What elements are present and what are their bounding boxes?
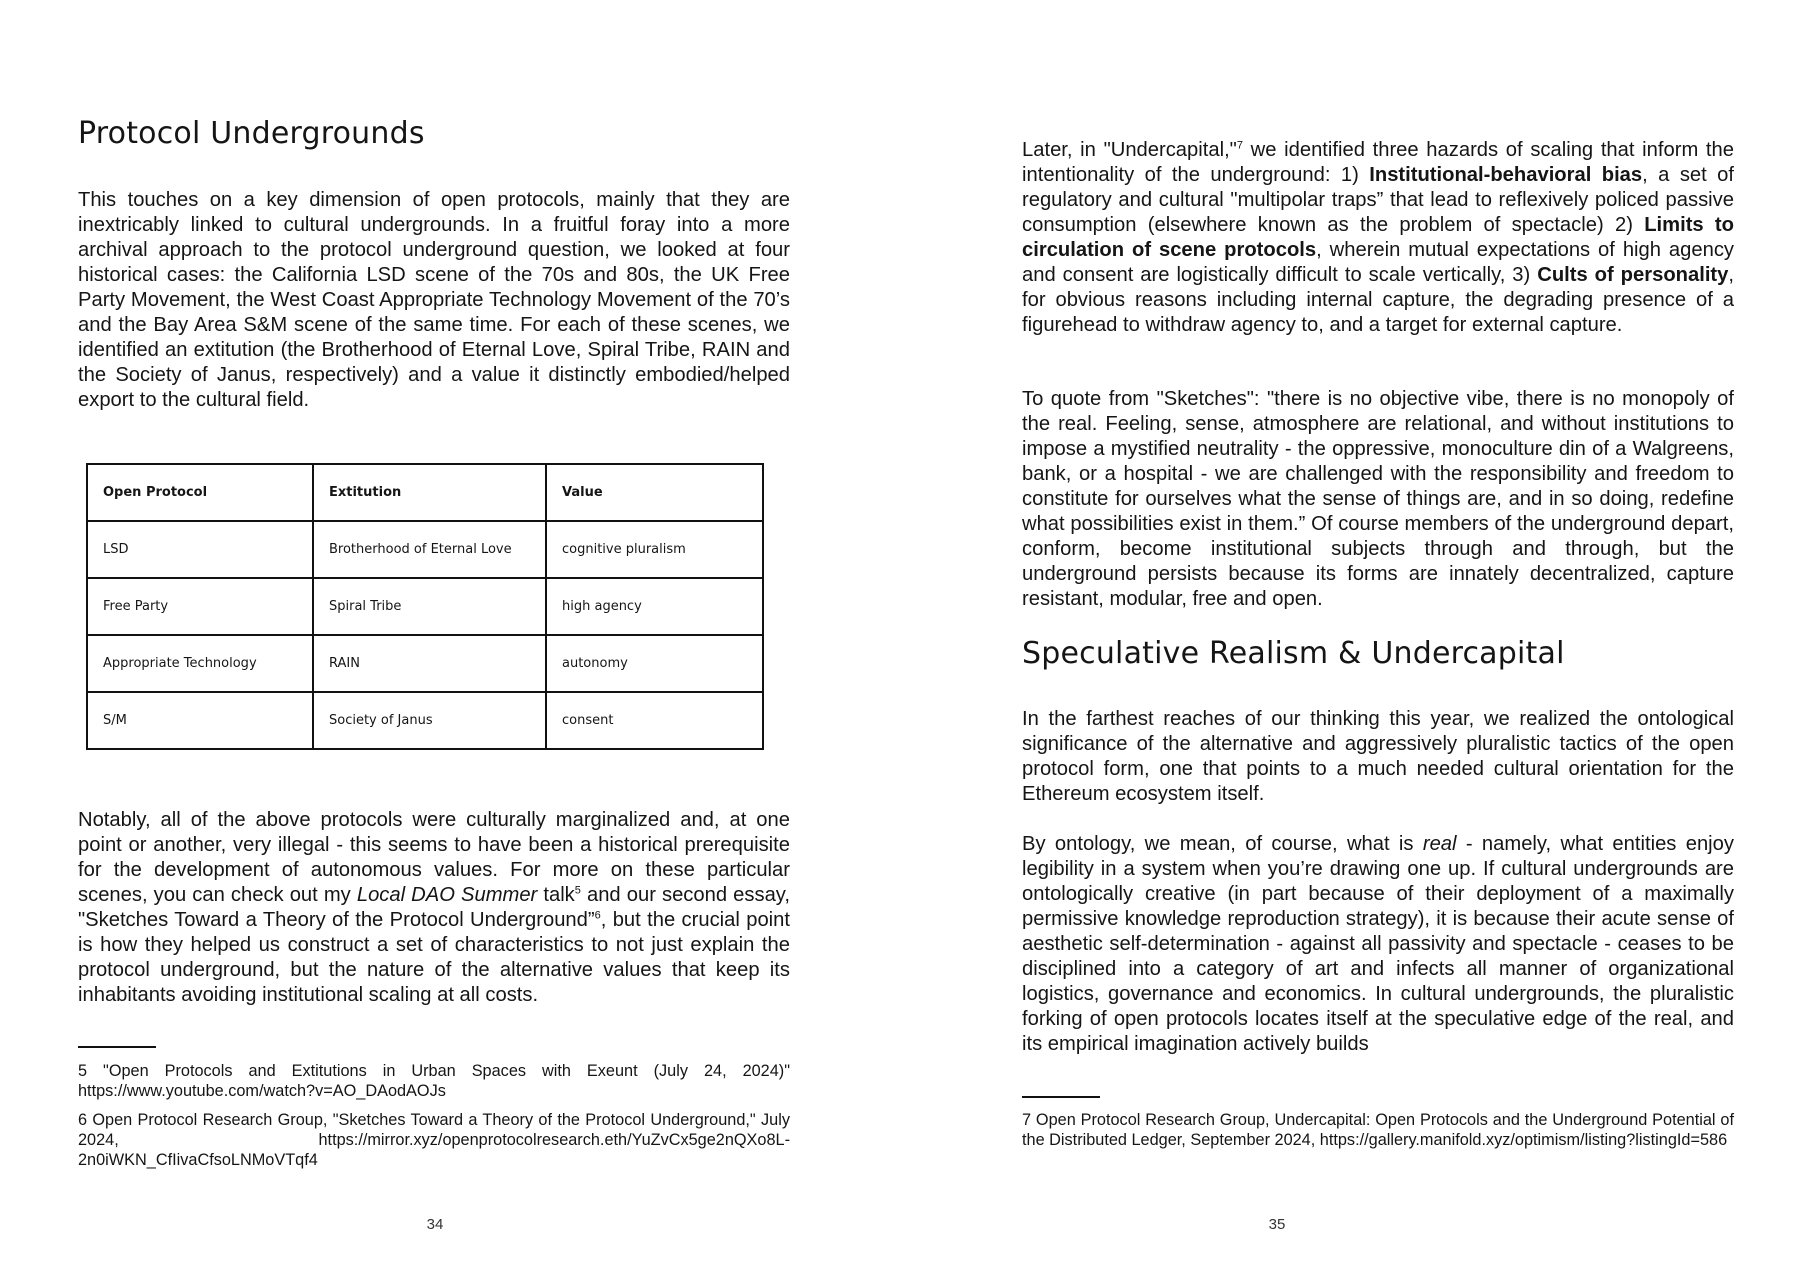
table-cell: consent <box>546 692 763 749</box>
right-footnotes <box>1022 1110 1734 1150</box>
table-header-row <box>87 464 763 521</box>
left-para-2-wrap <box>78 808 790 1008</box>
footnote-divider <box>78 1046 156 1048</box>
section-heading-protocol-undergrounds: Protocol Undergrounds <box>78 116 425 151</box>
table-row <box>87 635 763 692</box>
right-para-2-wrap <box>1022 387 1734 612</box>
text-run: and our second essay, "Sketches Toward a Theory of the Protocol Underground” <box>78 884 791 931</box>
text-run: , wherein mutual expectations of high agency and consent are logistically difficult to scale vertically, 3) <box>1022 239 1735 286</box>
right-heading-wrap <box>1022 636 1734 671</box>
protocol-table <box>86 463 764 750</box>
table-cell: autonomy <box>546 635 763 692</box>
table-row <box>87 521 763 578</box>
right-page <box>900 0 1800 1277</box>
table-header-cell: Extitution <box>313 464 546 521</box>
footnote-ref-7: 7 <box>1236 139 1243 152</box>
table-row <box>87 692 763 749</box>
right-paragraph-4 <box>1022 832 1734 1057</box>
text-run: , for obvious reasons including internal capture, the degrading presence of a figurehead to withdraw agency to, and a target for external capture. <box>1022 264 1734 336</box>
footnote-6: 6 Open Protocol Research Group, "Sketches Toward a Theory of the Protocol Underground," July 2024, https://mirror.xyz/openprotocolresearch.eth/YuZvCx5ge2nQXo8L-2n0iWKN_CfIivaCfsoLNMoVTqf4 <box>78 1111 790 1169</box>
left-paragraph-2 <box>78 808 790 1008</box>
table-cell: Society of Janus <box>313 692 546 749</box>
right-paragraph-2: To quote from "Sketches": "there is no objective vibe, there is no monopoly of the real. Feeling, sense, atmosphere are relational, and without institutions to impose a mystified neutrality - the oppressive, monoculture din of a Walgreens, bank, or a hospital - we are challenged with the responsibility and freedom to constitute for ourselves what the sense of things are, and in so doing, redefine what possibilities exist in them.” Of course members of the underground depart, conform, become institutional subjects through and through, but the underground persists because its forms are innately decentralized, capture resistant, modular, free and open. <box>1022 388 1734 610</box>
table-cell: S/M <box>87 692 313 749</box>
footnote-7: 7 Open Protocol Research Group, Undercapital: Open Protocols and the Underground Potential of the Distributed Ledger, September 2024, https://gallery.manifold.xyz/optimism/listing?listingId=586 <box>1022 1111 1734 1149</box>
table-cell: LSD <box>87 521 313 578</box>
footnote-ref-5: 5 <box>574 884 581 897</box>
text-run: , but the crucial point is how they helped us construct a set of characteristics to not just explain the protocol underground, but the nature of the alternative values that keep its inhabitants avoiding institutional scaling at all costs. <box>78 909 790 1006</box>
table-cell: cognitive pluralism <box>546 521 763 578</box>
table-header-cell: Value <box>546 464 763 521</box>
section-heading-speculative-realism: Speculative Realism & Undercapital <box>1022 636 1565 671</box>
text-run: By ontology, we mean, of course, what is <box>1022 833 1423 855</box>
table-cell: high agency <box>546 578 763 635</box>
left-para-1-wrap <box>78 188 790 413</box>
left-footnotes <box>78 1061 790 1170</box>
left-heading-wrap <box>78 116 790 151</box>
right-paragraph-1 <box>1022 138 1734 338</box>
table-cell: Brotherhood of Eternal Love <box>313 521 546 578</box>
right-para-1-wrap <box>1022 138 1734 338</box>
footnote-ref-6: 6 <box>594 909 601 922</box>
table-cell: Appropriate Technology <box>87 635 313 692</box>
text-run: we identified three hazards of scaling that inform the intentionality of the underground: 1) <box>1022 139 1734 186</box>
hazard-1-bold: Institutional-behavioral bias <box>1369 164 1643 186</box>
page-number: 34 <box>426 1216 444 1233</box>
right-paragraph-3: In the farthest reaches of our thinking this year, we realized the ontological significance of the alternative and aggressively pluralistic tactics of the open protocol form, one that points to a much needed cultural orientation for the Ethereum ecosystem itself. <box>1022 708 1734 805</box>
table-cell: RAIN <box>313 635 546 692</box>
talk-title-italic: Local DAO Summer <box>356 884 538 906</box>
footnote-5: 5 "Open Protocols and Extitutions in Urban Spaces with Exeunt (July 24, 2024)" https://www.youtube.com/watch?v=AO_DAodAOJs <box>78 1062 790 1100</box>
text-run: Later, in "Undercapital," <box>1022 139 1237 161</box>
text-run: Notably, all of the above protocols were culturally marginalized and, at one point or another, very illegal - this seems to have been a historical prerequisite for the development of autonomous values. For more on these particular scenes, you can check out my <box>78 809 790 906</box>
table-cell: Free Party <box>87 578 313 635</box>
hazard-2-bold: Limits to circulation of scene protocols <box>1022 214 1734 261</box>
left-paragraph-1: This touches on a key dimension of open protocols, mainly that they are inextricably linked to cultural undergrounds. In a fruitful foray into a more archival approach to the protocol underground question, we looked at four historical cases: the California LSD scene of the 70s and 80s, the UK Free Party Movement, the West Coast Appropriate Technology Movement of the 70’s and the Bay Area S&M scene of the same time. For each of these scenes, we identified an extitution (the Brotherhood of Eternal Love, Spiral Tribe, RAIN and the Society of Janus, respectively) and a value it distinctly embodied/helped export to the cultural field. <box>78 189 790 411</box>
page-number: 35 <box>1268 1216 1286 1233</box>
footnote-divider <box>1022 1096 1100 1098</box>
table-row <box>87 578 763 635</box>
right-para-4-wrap <box>1022 832 1734 1057</box>
table-header-cell: Open Protocol <box>87 464 313 521</box>
text-run: - namely, what entities enjoy legibility in a system when you’re drawing one up. If cultural undergrounds are ontologically creative (in part because of their deployment of a maximally permissive knowledge reproduction strategy), it is because their acute sense of aesthetic self-determination - against all passivity and spectacle - ceases to be disciplined into a category of art and infects all manner of organizational logistics, governance and economics. In cultural undergrounds, the pluralistic forking of open protocols locates itself at the speculative edge of the real, and its empirical imagination actively builds <box>1022 833 1734 1055</box>
text-run: , a set of regulatory and cultural "multipolar traps” that lead to reflexively policed passive consumption (elsewhere known as the problem of spectacle) 2) <box>1022 164 1735 236</box>
hazard-3-bold: Cults of personality <box>1537 264 1729 286</box>
real-italic: real <box>1422 833 1457 855</box>
text-run: talk <box>537 884 575 906</box>
right-para-3-wrap <box>1022 707 1734 807</box>
table-cell: Spiral Tribe <box>313 578 546 635</box>
